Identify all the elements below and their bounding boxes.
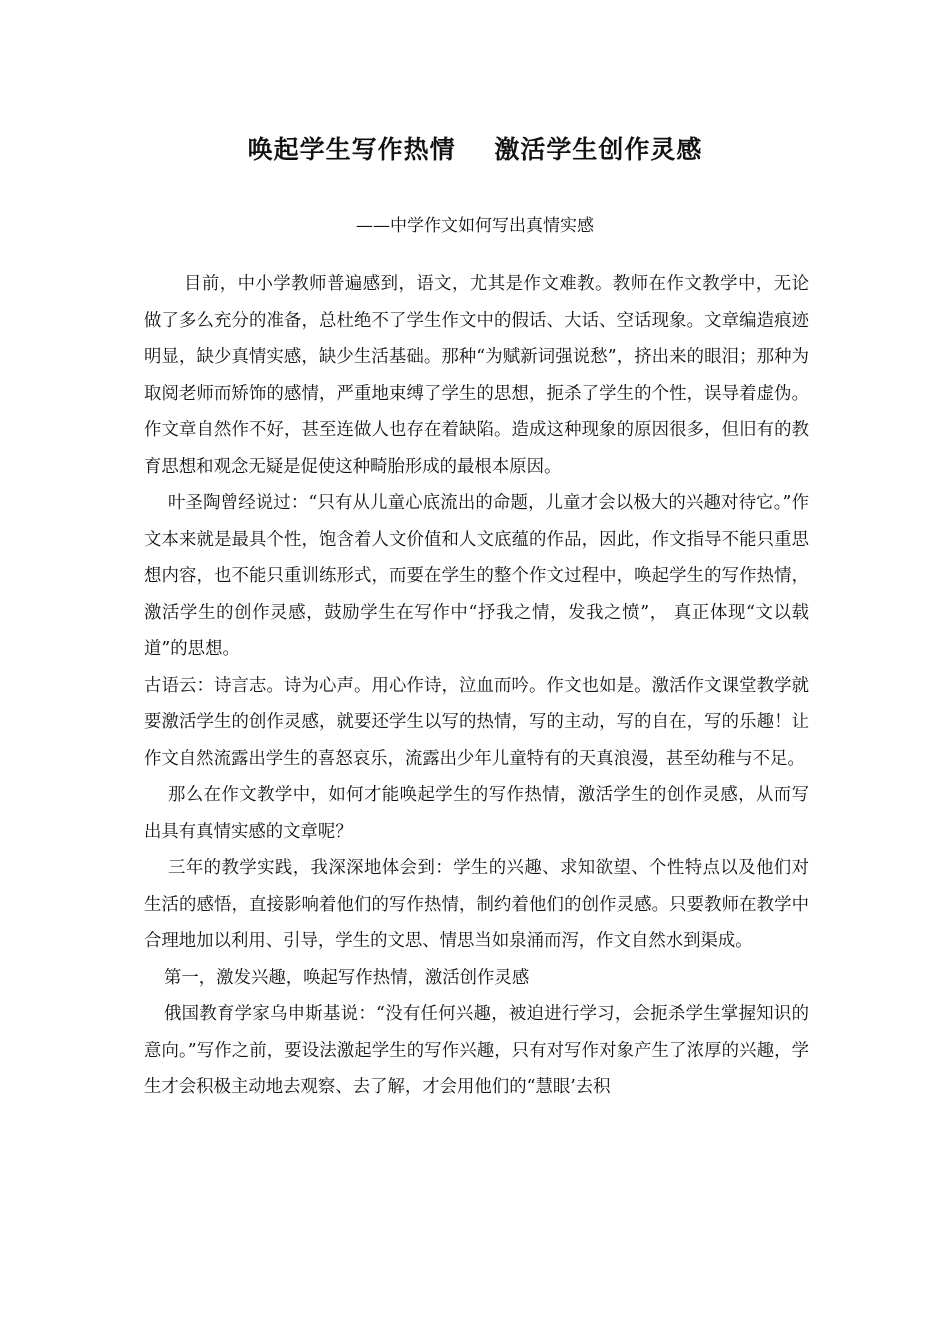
paragraph-question: 那么在作文教学中，如何才能唤起学生的写作热情，激活学生的创作灵感，从而写出具有真情实感的文章呢？ bbox=[144, 785, 809, 842]
paragraph-teaching-practice: 三年的教学实践，我深深地体会到：学生的兴趣、求知欲望、个性特点以及他们对生活的感悟，直接影响着他们的写作热情，制约着他们的创作灵感。只要教师在教学中合理地加以利用、引导，学生的文思、情思当如泉涌而泻，作文自然水到渠成。 bbox=[144, 858, 809, 951]
document-subtitle: ——中学作文如何写出真情实感 bbox=[356, 216, 594, 236]
paragraph-ye-shengtao-quote: 叶圣陶曾经说过：“只有从儿童心底流出的命题，儿童才会以极大的兴趣对待它。”作文本来就是最具个性，饱含着人文价值和人文底蕴的作品，因此，作文指导不能只重思想内容，也不能只重训练形式，而要在学生的整个作文过程中，唤起学生的写作热情，激活学生的创作灵感，鼓励学生在写作中“抒我之情，发我之愤”， 真正体现“文以载道”的思想。 bbox=[144, 493, 809, 659]
section-heading-first: 第一，激发兴趣，唤起写作热情，激活创作灵感 bbox=[164, 967, 530, 988]
document-body bbox=[144, 266, 809, 1106]
document-title: 唤起学生写作热情 激活学生创作灵感 bbox=[247, 135, 703, 164]
paragraph-ushinsky-quote: 俄国教育学家乌申斯基说：“没有任何兴趣，被迫进行学习，会扼杀学生掌握知识的意向。”写作之前，要设法激起学生的写作兴趣，只有对写作对象产生了浓厚的兴趣，学生才会积极主动地去观察、去了解，才会用他们的“慧眼’去积 bbox=[144, 1004, 809, 1097]
paragraph-ancient-saying: 古语云：诗言志。诗为心声。用心作诗，泣血而吟。作文也如是。激活作文课堂教学就要激活学生的创作灵感，就要还学生以写的热情，写的主动，写的自在，写的乐趣！让作文自然流露出学生的喜怒哀乐，流露出少年儿童特有的天真浪漫，甚至幼稚与不足。 bbox=[144, 675, 809, 769]
paragraph-intro: 目前，中小学教师普遍感到，语文，尤其是作文难教。教师在作文教学中，无论做了多么充分的准备，总杜绝不了学生作文中的假话、大话、空话现象。文章编造痕迹明显，缺少真情实感，缺少生活基础。那种“为赋新词强说愁”，挤出来的眼泪；那种为取阅老师而矫饰的感情，严重地束缚了学生的思想，扼杀了学生的个性，误导着虚伪。作文章自然作不好，甚至连做人也存在着缺陷。造成这种现象的原因很多，但旧有的教育思想和观念无疑是促使这种畸胎形成的最根本原因。 bbox=[144, 274, 809, 477]
